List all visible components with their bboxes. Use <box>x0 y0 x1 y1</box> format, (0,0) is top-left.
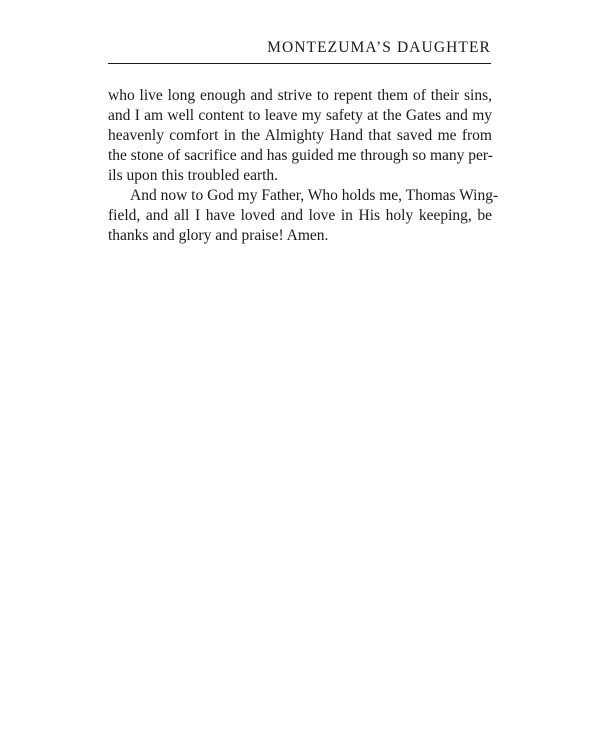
text-line: who live long enough and strive to repent them of their sins, <box>108 87 492 104</box>
text-line: and I am well content to leave my safety at the Gates and my <box>108 107 492 124</box>
text-line: And now to God my Father, Who holds me, Thomas Wing- <box>130 187 499 204</box>
text-line: the stone of sacrifice and has guided me through so many per- <box>108 147 493 164</box>
body-text <box>108 86 499 246</box>
text-line: ils upon this troubled earth. <box>108 167 279 184</box>
running-head-title: MONTEZUMA’S DAUGHTER <box>267 39 491 56</box>
text-line: thanks and glory and praise! Amen. <box>108 227 329 244</box>
header-rule <box>108 63 491 64</box>
text-line: field, and all I have loved and love in His holy keeping, be <box>108 207 492 224</box>
paragraph <box>108 186 499 246</box>
paragraph <box>108 86 492 186</box>
text-line: heavenly comfort in the Almighty Hand that saved me from <box>108 127 492 144</box>
